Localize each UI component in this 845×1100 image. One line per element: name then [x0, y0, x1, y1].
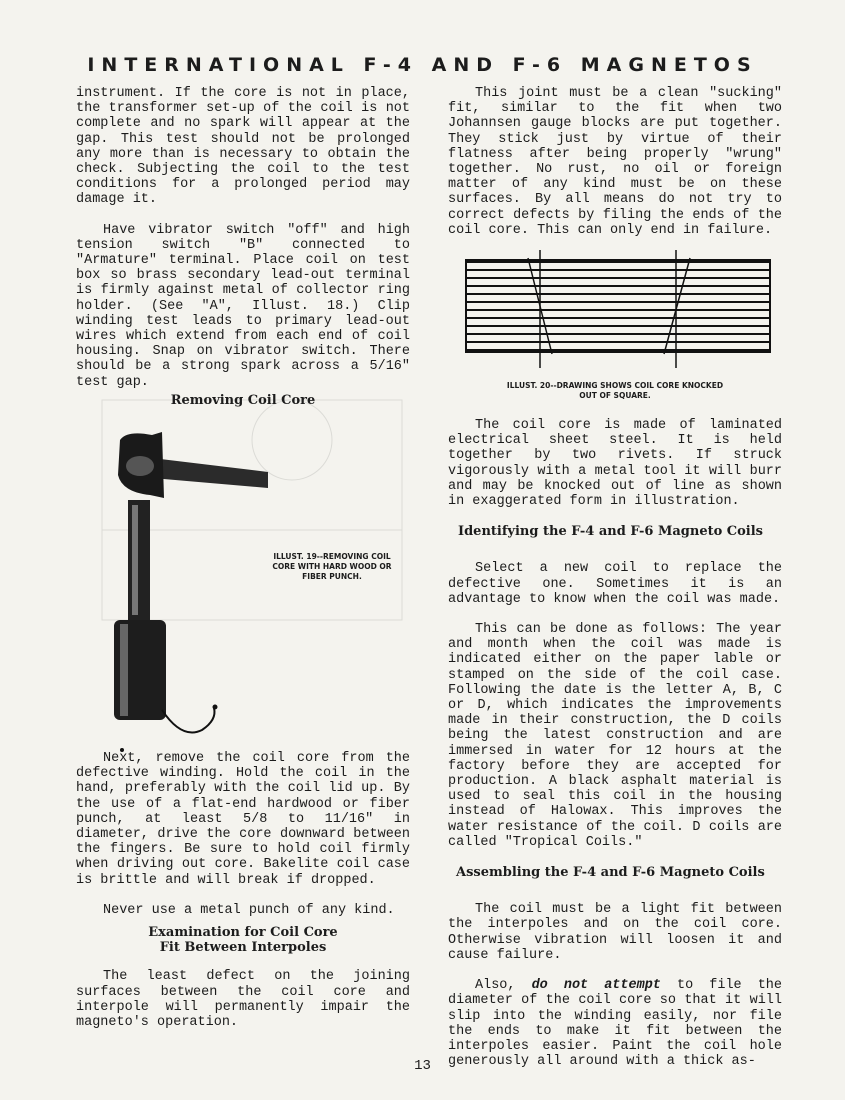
left-paragraph-2: Have vibrator switch "off" and high tension switch "B" connected to "Armature" terminal. Place coil on test box so brass secondary lead-out terminal is firmly against metal of collector ring holder. (See "A", Illust. 18.) Clip winding test leads to primary lead-out wires which extend from each end of coil housing. Snap on vibrator switch. There should be a strong spark across a 5/16" test gap. — [76, 222, 410, 390]
illustration-20-caption: ILLUST. 20--DRAWING SHOWS COIL CORE KNOCKED OUT OF SQUARE. — [506, 381, 724, 400]
right-paragraph-6 — [448, 978, 782, 1069]
left-column — [76, 86, 410, 422]
page-number: 13 — [414, 1058, 431, 1074]
right-paragraph-1: This joint must be a clean "sucking" fit, similar to the fit when two Johannsen gauge blocks are put together. They stick just by virtue of their flatness after being properly "wrung" together. No rust, no oil or foreign matter of any kind must be on these surfaces. By all means do not try to correct defects by filing the ends of the coil core. This can only end in failure. — [448, 86, 782, 238]
right-column-lower — [448, 418, 782, 1084]
page-header: INTERNATIONAL F-4 AND F-6 MAGNETOS — [87, 54, 758, 76]
right-paragraph-6-start: Also, — [475, 978, 532, 994]
right-paragraph-6-end: to file the diameter of the coil core so that it will slip into the winding easily, nor file the ends to make it fit between the interpoles easier. Paint the coil hole generously all around with a thick as- — [448, 978, 783, 1070]
right-paragraph-3: Select a new coil to replace the defective one. Sometimes it is an advantage to know when the coil was made. — [448, 561, 782, 607]
heading-fit-between-interpoles: Fit Between Interpoles — [159, 940, 327, 956]
left-paragraph-3: Next, remove the coil core from the defective winding. Hold the coil in the hand, preferably with the coil lid up. By the use of a flat-end hardwood or fiber punch, at least 5/8 to 11/16" in diameter, drive the core downward between the fingers. Be sure to hold coil firmly when driving out core. Bakelite coil case is brittle and will break if dropped. — [76, 751, 410, 888]
illustration-20-coil-core-drawing — [452, 250, 782, 370]
right-column — [448, 86, 782, 253]
left-column-lower — [76, 751, 410, 1045]
right-paragraph-4: This can be done as follows: The year and month when the coil was made is indicated either on the paper lable or stamped on the side of the coil case. Following the date is the letter A, B, C or D, which indicates the improvements made in their construction, the D coils being the latest construction and are immersed in water for 12 hours at the factory before they are accepted for production. A black asphalt material is used to seal this coil in the housing instead of Halowax. This improves the water resistance of the coil. D coils are called "Tropical Coils." — [448, 622, 782, 850]
left-paragraph-4: Never use a metal punch of any kind. — [103, 902, 395, 918]
heading-assembling-coils: Assembling the F-4 and F-6 Magneto Coils — [456, 865, 765, 881]
heading-removing-coil-core: Removing Coil Core — [170, 392, 316, 408]
left-paragraph-1: instrument. If the core is not in place, the transformer set-up of the coil is not complete and no spark will appear at the gap. This test should not be prolonged any more than is necessary to obtain the check. Subjecting the coil to the test conditions for a prolonged period may damage it. — [76, 86, 410, 208]
heading-examination-coil-core: Examination for Coil Core — [148, 925, 338, 941]
left-paragraph-5: The least defect on the joining surfaces between the coil core and interpole will permanently impair the magneto's operation. — [76, 969, 410, 1031]
right-paragraph-5: The coil must be a light fit between the interpoles and on the coil core. Otherwise vibration will loosen it and cause failure. — [448, 902, 782, 963]
right-paragraph-6-emphasis: do not attempt — [531, 978, 661, 994]
heading-identifying-coils: Identifying the F-4 and F-6 Magneto Coils — [458, 524, 763, 540]
right-paragraph-2: The coil core is made of laminated electrical sheet steel. It is held together by two rivets. If struck vigorously with a metal tool it will burr and may be knocked out of line as shown in exaggerated form in illustration. — [448, 418, 782, 510]
illustration-19-caption: ILLUST. 19--REMOVING COIL CORE WITH HARD WOOD OR FIBER PUNCH. — [272, 552, 392, 581]
